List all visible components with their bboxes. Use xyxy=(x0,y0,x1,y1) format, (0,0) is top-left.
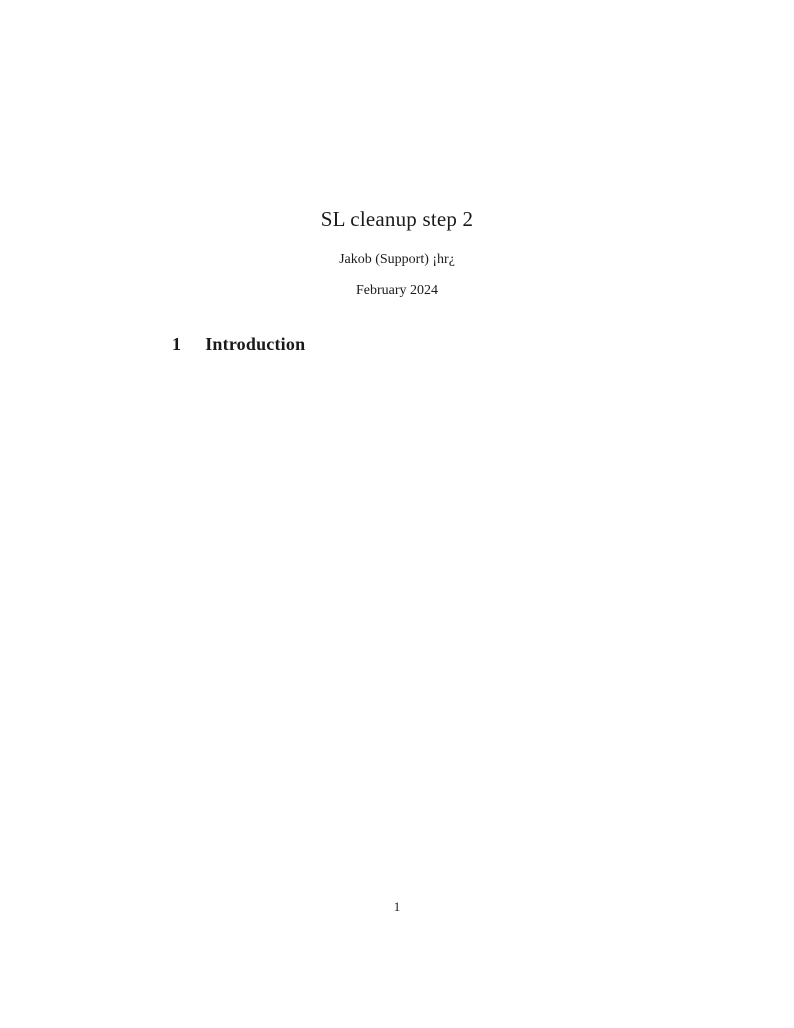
page-number: 1 xyxy=(393,899,401,914)
document-author: Jakob (Support) ¡hr¿ xyxy=(339,252,455,267)
document-title: SL cleanup step 2 xyxy=(320,207,474,231)
section-title: Introduction xyxy=(205,334,306,354)
section-heading-introduction xyxy=(172,334,305,355)
section-number: 1 xyxy=(172,334,182,354)
document-date: February 2024 xyxy=(355,283,439,298)
